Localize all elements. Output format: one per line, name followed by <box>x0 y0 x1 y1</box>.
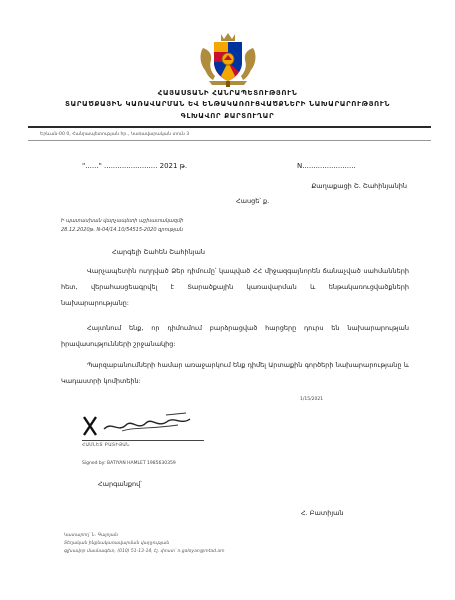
footer-line: Տեղական ինքնակառավարման վարչության <box>64 541 170 546</box>
signature-line <box>82 440 204 441</box>
digital-signature-icon <box>82 407 204 439</box>
footer-line: գլխավոր մասնագետ, (010) 51-13-14, էլ. փոստ՝ n.galoyan@mtad.am <box>64 549 225 554</box>
body-paragraph: Վարչապետին ուղղված Ձեր դիմումը՝ կապված ՀՀ միջազգայնորեն ճանաչված սահմանների հետ, վերահասցեագրվել է Տարածքային կառավարման և ենթակառուցվածքների նախարարությանը: <box>61 267 409 307</box>
ministry-address: Երևան-00 0, Հանրապետության հր., Կառավարական տուն 3 <box>40 132 190 137</box>
recipient-name: Քաղաքացի Շ. Շահինյանին <box>311 182 407 190</box>
signatory-name: Հ. Բատիյան <box>301 509 344 517</box>
reference-line: Ի պատասխան վարչապետի աշխատակազմի <box>61 218 184 224</box>
ministry-country-heading: ՀԱՅԱՍՏԱՆԻ ՀԱՆՐԱՊԵՏՈՒԹՅՈՒՆ <box>157 89 298 97</box>
signed-by-text: Signed by: BATIYAN HAMLET 1985630359 <box>82 461 176 466</box>
reference-block <box>61 217 183 235</box>
executor-footer <box>64 532 225 556</box>
footer-line: Կատարող՝ Ն. Գալոյան <box>64 533 118 538</box>
ministry-name-heading: ՏԱՐԱԾՔԱՅԻՆ ԿԱՌԱՎԱՐՄԱՆ ԵՎ ԵՆԹԱԿԱՌՈՒՑՎԱԾՔՆԵՐԻ ՆԱԽԱՐԱՐՈՒԹՅՈՒՆ <box>65 100 390 108</box>
recipient-address: Հասցե՝ ք. <box>236 197 270 205</box>
coat-of-arms-icon <box>197 30 259 88</box>
greeting: Հարգելի Շահեն Շահինյան <box>112 248 205 256</box>
closing-respect: Հարգանքով՝ <box>98 480 142 488</box>
body-paragraph: Հայտնում ենք, որ դիմումում բարձրացված հարցերը դուրս են նախարարության իրավասությունների շրջանակից: <box>61 324 409 348</box>
header-divider <box>28 126 431 128</box>
department-heading: ԳԼԽԱՎՈՐ ՔԱՐՏՈՒՂԱՐ <box>180 112 275 120</box>
reference-line: 28.12.2020թ. N-04/14.10/54515-2020 գրության <box>61 227 184 233</box>
signature-caption: ՀԱՄԼԵՏ ԲԱՏԻՅԱՆ <box>82 443 130 448</box>
address-divider <box>28 140 431 141</box>
document-date-field: "......" ........................ 2021 թ. <box>82 162 188 170</box>
document-number-field: N........................ <box>297 162 356 170</box>
signature-date: 1/15/2021 <box>300 397 324 402</box>
body-paragraph: Պարզաբանումների համար առաջարկում ենք դիմել Արտաքին գործերի նախարարությանը և Կադաստրի կոմիտեին: <box>61 361 409 385</box>
